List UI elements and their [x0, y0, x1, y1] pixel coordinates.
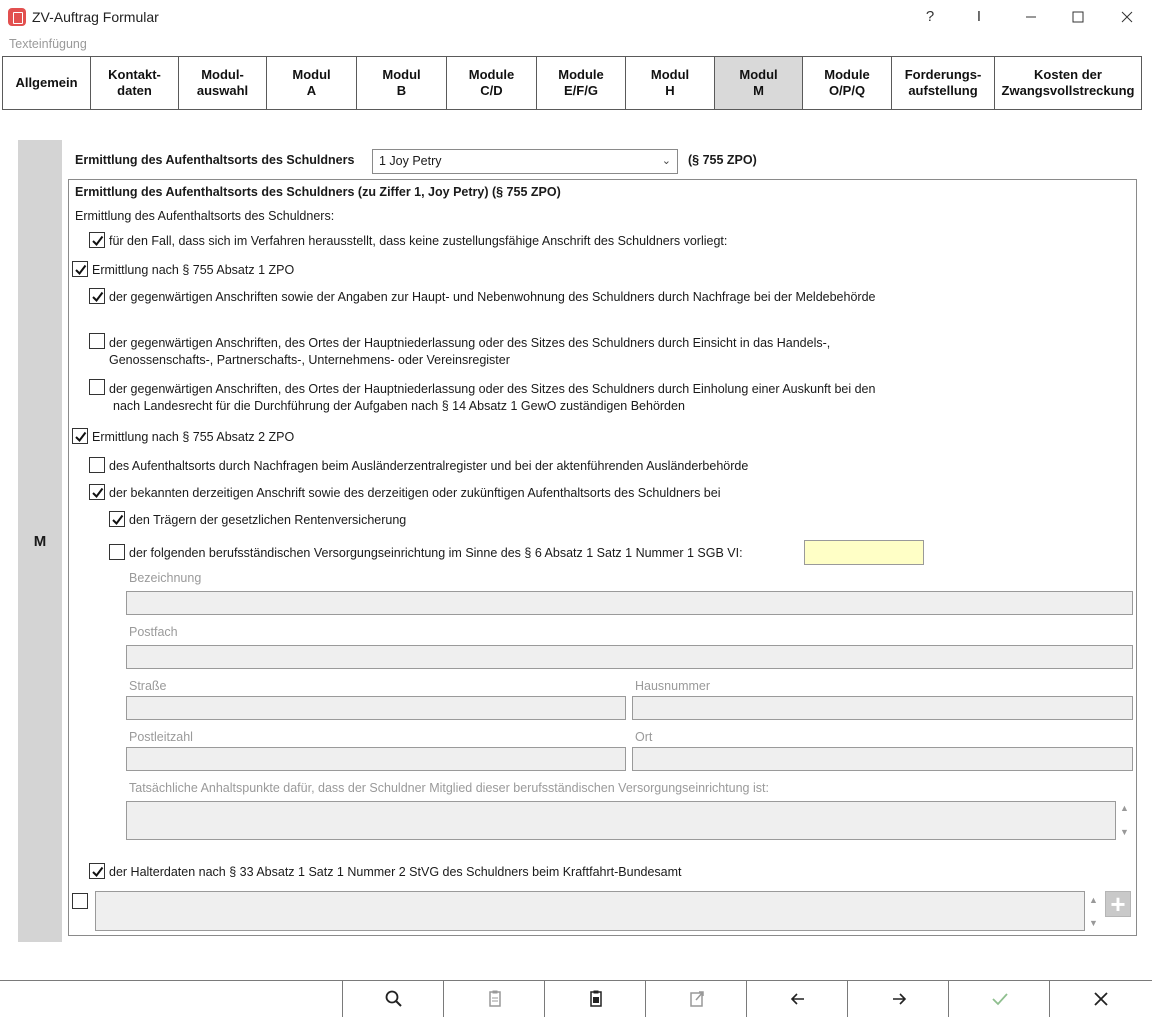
postfach-label: Postfach [129, 625, 178, 639]
maximize-button[interactable] [1055, 0, 1101, 33]
menu-texteinfuegung[interactable]: Texteinfügung [9, 37, 87, 51]
panel-intro: Ermittlung des Aufenthaltsorts des Schuldners: [75, 209, 335, 223]
check-icon [990, 989, 1010, 1009]
export-icon [687, 989, 707, 1009]
anhaltspunkte-label: Tatsächliche Anhaltspunkte dafür, dass der Schuldner Mitglied dieser berufsständischen Versorgungseinrichtung ist: [129, 781, 769, 795]
checkmark-icon [91, 290, 104, 303]
minimize-button[interactable] [1008, 0, 1054, 33]
next-button[interactable] [847, 980, 949, 1017]
label-melde: der gegenwärtigen Anschriften sowie der Angaben zur Haupt- und Nebenwohnung des Schuldners durch Nachfrage bei der Meldebehörde [109, 290, 876, 304]
checkbox-abs1[interactable] [72, 261, 88, 277]
checkbox-melde[interactable] [89, 288, 105, 304]
hausnummer-field[interactable] [632, 696, 1133, 720]
checkbox-versorgung[interactable] [109, 544, 125, 560]
add-button[interactable] [1105, 891, 1131, 917]
checkbox-fall[interactable] [89, 232, 105, 248]
checkmark-icon [91, 865, 104, 878]
label-renten: den Trägern der gesetzlichen Rentenversicherung [129, 513, 407, 527]
tab-module-opq[interactable]: Module O/P/Q [802, 56, 892, 110]
text-cursor-icon[interactable]: I [976, 8, 982, 25]
search-button[interactable] [342, 980, 444, 1017]
ort-field[interactable] [632, 747, 1133, 771]
bezeichnung-field[interactable] [126, 591, 1133, 615]
hausnummer-label: Hausnummer [635, 679, 711, 693]
checkbox-extra[interactable] [72, 893, 88, 909]
module-sidebar: M [18, 140, 62, 942]
label-versorgung: der folgenden berufsständischen Versorgungseinrichtung im Sinne des § 6 Absatz 1 Satz 1 Nummer 1 SGB VI: [129, 546, 743, 560]
label-gewo-1: der gegenwärtigen Anschriften, des Ortes der Hauptniederlassung oder des Sitzes des Schuldners durch Einholung einer Auskunft bei den [109, 382, 876, 396]
close-window-icon [1121, 11, 1133, 23]
label-handel-1: der gegenwärtigen Anschriften, des Ortes der Hauptniederlassung oder des Sitzes des Schuldners durch Einsicht in das Handels-, [109, 336, 831, 350]
tab-module-efg[interactable]: Module E/F/G [536, 56, 626, 110]
plus-icon: + [1110, 889, 1126, 919]
checkmark-icon [111, 513, 124, 526]
checkbox-gewo[interactable] [89, 379, 105, 395]
confirm-button[interactable] [948, 980, 1050, 1017]
paste-button[interactable] [443, 980, 545, 1017]
tab-forderungsaufstellung[interactable]: Forderungs- aufstellung [891, 56, 995, 110]
panel-title: Ermittlung des Aufenthaltsorts des Schuldners (zu Ziffer 1, Joy Petry) (§ 755 ZPO) [75, 185, 561, 199]
debtor-select-value: 1 Joy Petry [379, 154, 442, 168]
checkmark-icon [91, 234, 104, 247]
plz-label: Postleitzahl [129, 730, 193, 744]
scroll-down-icon[interactable]: ▼ [1120, 827, 1129, 837]
tab-kontaktdaten[interactable]: Kontakt- daten [90, 56, 179, 110]
checkbox-kfz[interactable] [89, 863, 105, 879]
bezeichnung-label: Bezeichnung [129, 571, 202, 585]
label-kfz: der Halterdaten nach § 33 Absatz 1 Satz 1 Nummer 2 StVG des Schuldners beim Kraftfahrt-Bundesamt [109, 865, 682, 879]
help-button[interactable]: ? [925, 8, 935, 25]
label-gewo-2: nach Landesrecht für die Durchführung der Aufgaben nach § 14 Absatz 1 GewO zuständigen Behörden [113, 399, 685, 413]
label-fall: für den Fall, dass sich im Verfahren herausstellt, dass keine zustellungsfähige Anschrift des Schuldners vorliegt: [109, 234, 728, 248]
checkmark-icon [91, 486, 104, 499]
tab-modul-h[interactable]: Modul H [625, 56, 715, 110]
close-window-button[interactable] [1104, 0, 1150, 33]
tab-modul-m[interactable]: Modul M [714, 56, 803, 110]
search-icon [384, 989, 404, 1009]
plz-field[interactable] [126, 747, 626, 771]
clipboard-button[interactable] [544, 980, 646, 1017]
label-bekannt: der bekannten derzeitigen Anschrift sowie des derzeitigen oder zukünftigen Aufenthaltsorts des Schuldners bei [109, 486, 721, 500]
tab-modul-b[interactable]: Modul B [356, 56, 447, 110]
window-title: ZV-Auftrag Formular [32, 9, 159, 25]
checkbox-handel[interactable] [89, 333, 105, 349]
tab-allgemein[interactable]: Allgemein [2, 56, 91, 110]
export-button[interactable] [645, 980, 747, 1017]
scroll-up-icon[interactable]: ▲ [1089, 895, 1098, 905]
tab-modul-a[interactable]: Modul A [266, 56, 357, 110]
tab-kosten[interactable]: Kosten der Zwangsvollstreckung [994, 56, 1142, 110]
minimize-icon [1025, 11, 1037, 23]
ort-label: Ort [635, 730, 653, 744]
checkbox-bekannt[interactable] [89, 484, 105, 500]
anhaltspunkte-field[interactable] [126, 801, 1116, 840]
header-label: Ermittlung des Aufenthaltsorts des Schuldners [75, 153, 355, 167]
cancel-button[interactable] [1049, 980, 1152, 1017]
checkmark-icon [74, 263, 87, 276]
debtor-select[interactable] [372, 149, 678, 174]
close-icon [1091, 989, 1111, 1009]
label-abs2: Ermittlung nach § 755 Absatz 2 ZPO [92, 430, 295, 444]
label-abs1: Ermittlung nach § 755 Absatz 1 ZPO [92, 263, 295, 277]
app-icon [8, 8, 26, 26]
extra-text-field[interactable] [95, 891, 1085, 931]
previous-button[interactable] [746, 980, 848, 1017]
strasse-field[interactable] [126, 696, 626, 720]
arrow-left-icon [788, 989, 808, 1009]
checkbox-renten[interactable] [109, 511, 125, 527]
arrow-right-icon [889, 989, 909, 1009]
versorgung-input[interactable] [804, 540, 924, 565]
strasse-label: Straße [129, 679, 167, 693]
scroll-down-icon[interactable]: ▼ [1089, 918, 1098, 928]
tab-module-cd[interactable]: Module C/D [446, 56, 537, 110]
checkmark-icon [74, 430, 87, 443]
chevron-down-icon: ⌄ [661, 155, 671, 167]
label-auslaender: des Aufenthaltsorts durch Nachfragen beim Ausländerzentralregister und bei der aktenführenden Ausländerbehörde [109, 459, 749, 473]
paste-icon [485, 989, 505, 1009]
checkbox-auslaender[interactable] [89, 457, 105, 473]
postfach-field[interactable] [126, 645, 1133, 669]
label-handel-2: Genossenschafts-, Partnerschafts-, Unternehmens- oder Vereinsregister [109, 353, 510, 367]
maximize-icon [1072, 11, 1084, 23]
title-bar [0, 0, 1152, 33]
checkbox-abs2[interactable] [72, 428, 88, 444]
tab-modulauswahl[interactable]: Modul- auswahl [178, 56, 267, 110]
scroll-up-icon[interactable]: ▲ [1120, 803, 1129, 813]
clipboard-icon [586, 989, 606, 1009]
header-paragraph: (§ 755 ZPO) [688, 153, 757, 167]
